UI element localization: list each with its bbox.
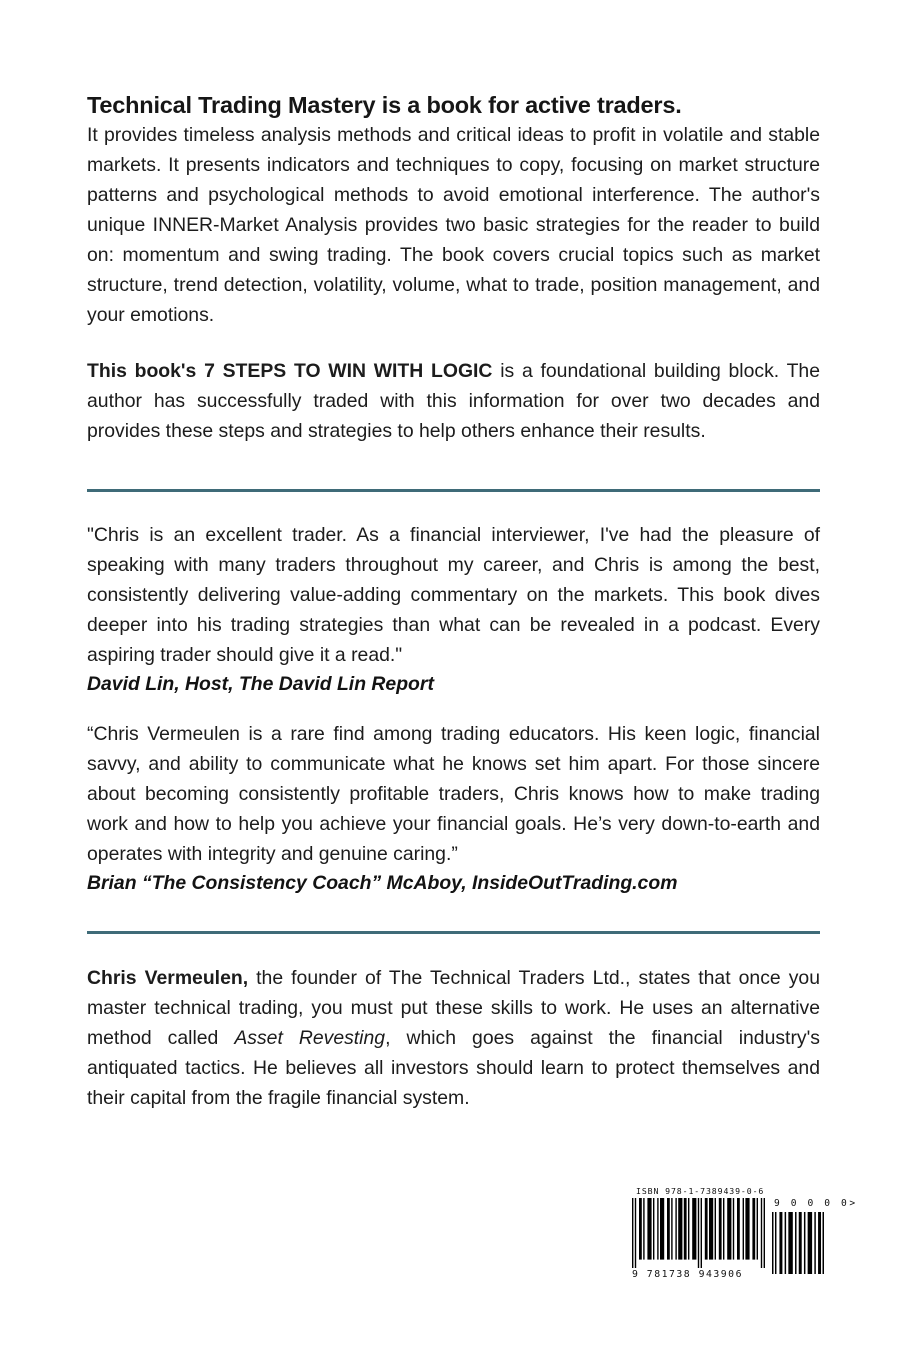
author-bio-before: the founder of The Technical Traders Ltd., states that once you master technical trading, you must put these skills to work. He uses an alternative method called (87, 966, 820, 1049)
author-bio-after: , which goes against the financial industry's antiquated tactics. He believes all investors should learn to protect themselves and their capital from the fragile financial system. (87, 1026, 820, 1109)
testimonial-quote-1: "Chris is an excellent trader. As a financial interviewer, I've had the pleasure of speaking with many traders throughout my career, and Chris is among the best, consistently delivering value-adding commentary on the markets. This book dives deeper into his trading strategies than what can be revealed in a podcast. Every aspiring trader should give it a read." (87, 523, 820, 666)
isbn-label: ISBN 978-1-7389439-0-6 (636, 1186, 765, 1196)
barcode-row (632, 1198, 858, 1280)
testimonial-attribution-2: Brian “The Consistency Coach” McAboy, InsideOutTrading.com (87, 871, 678, 894)
ean13-barcode (632, 1198, 765, 1280)
ean13-bars-icon (632, 1198, 765, 1268)
cover-text-content (87, 90, 820, 1114)
ean13-digits: 9 781738 943906 (632, 1269, 743, 1280)
seven-steps-lead: This book's 7 STEPS TO WIN WITH LOGIC (87, 359, 493, 382)
description-paragraph-1: It provides timeless analysis methods and critical ideas to profit in volatile and stable markets. It presents indicators and techniques to copy, focusing on market structure patterns and psychological methods to avoid emotional interference. The author's unique INNER-Market Analysis provides two basic strategies for the reader to build on: momentum and swing trading. The book covers crucial topics such as market structure, trend detection, volatility, volume, what to trade, position management, and your emotions. (87, 124, 820, 326)
description-paragraph-2 (87, 357, 820, 447)
author-bio-paragraph (87, 964, 820, 1114)
page-title: Technical Trading Mastery is a book for active traders. (87, 92, 682, 118)
divider-top-wrap (87, 447, 820, 521)
divider-rule-bottom (87, 931, 820, 934)
isbn-barcode-block (632, 1186, 858, 1280)
addon-digits: 9 0 0 0 0> (774, 1198, 858, 1209)
testimonial-spacer (87, 698, 820, 720)
divider-rule-top (87, 489, 820, 492)
testimonial-quote-2: “Chris Vermeulen is a rare find among trading educators. His keen logic, financial savvy, and ability to communicate what he knows set him apart. For those sincere about becoming consistently profitable traders, Chris knows how to make trading work and how to help you achieve your financial goals. He’s very down-to-earth and operates with integrity and genuine caring.” (87, 722, 820, 865)
paragraph-spacer (87, 331, 820, 357)
addon-bars-icon (772, 1212, 824, 1274)
asset-revesting-term: Asset Revesting (234, 1026, 386, 1049)
testimonial-attribution-1: David Lin, Host, The David Lin Report (87, 672, 434, 695)
author-name: Chris Vermeulen, (87, 966, 249, 989)
price-addon-barcode (772, 1198, 858, 1274)
divider-bottom-wrap (87, 897, 820, 964)
seven-steps-rest: is a foundational building block. The author has successfully traded with this information for over two decades and provides these steps and strategies to help others enhance their results. (87, 359, 820, 442)
